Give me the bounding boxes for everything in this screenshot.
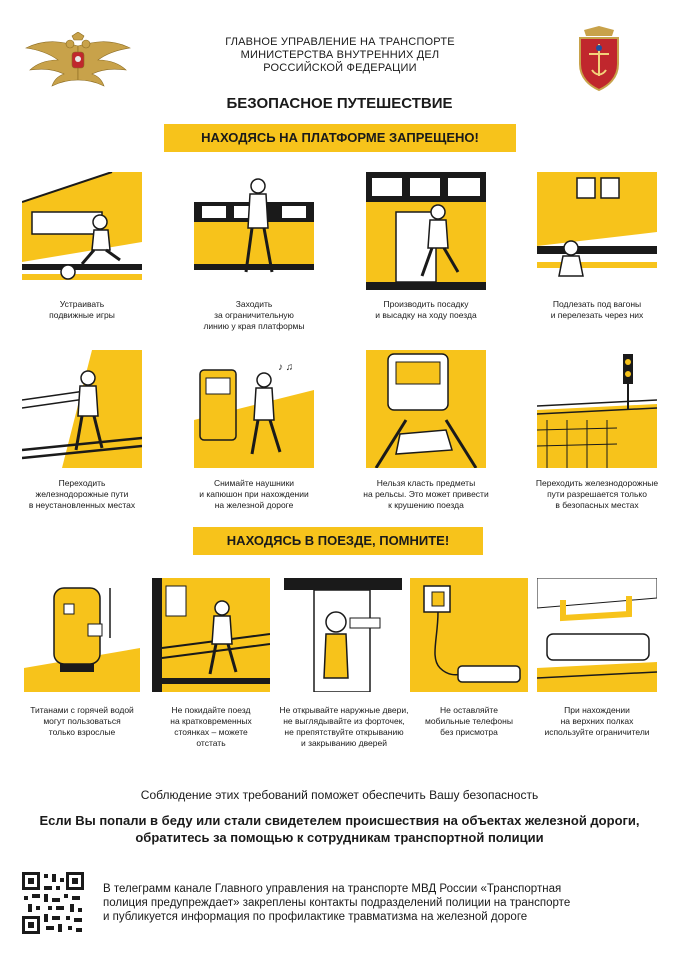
- telegram-line-1: В телеграмм канале Главного управления на транспорте МВД России «Транспортная: [103, 883, 562, 895]
- caption-line: Переходить: [58, 478, 106, 488]
- page-title: БЕЗОПАСНОЕ ПУТЕШЕСТВИЕ: [226, 95, 453, 112]
- caption-line: Титанами с горячей водой: [30, 705, 134, 715]
- caption-phones: [405, 705, 533, 738]
- caption-line: не выглядывайте из форточек,: [283, 716, 405, 726]
- train-short-stop-illustration: [152, 578, 270, 692]
- caption-line: Не оставляйте: [440, 705, 498, 715]
- caption-doors: [272, 705, 416, 749]
- caption-line: используйте ограничители: [544, 727, 650, 737]
- emergency-alert: [0, 812, 679, 846]
- caption-line: Нельзя класть предметы: [376, 478, 476, 488]
- agency-line-2: МИНИСТЕРСТВА ВНУТРЕННИХ ДЕЛ: [240, 49, 440, 61]
- caption-line: Переходить железнодорожные: [535, 478, 659, 488]
- crossing-tracks-illustration: [22, 350, 142, 468]
- svg-text:♪ ♫: ♪ ♫: [278, 362, 294, 373]
- caption-line: Подлезать под вагоны: [552, 299, 642, 309]
- caption-line: мобильные телефоны: [425, 716, 513, 726]
- caption-line: отстать: [196, 738, 226, 748]
- caption-line: и капюшон при нахождении: [199, 489, 309, 499]
- caption-line: без присмотра: [440, 727, 498, 737]
- qr-code-icon[interactable]: [22, 872, 84, 934]
- alert-line-1: Если Вы попали в беду или стали свидетелем происшествия на объектах железной дороги,: [39, 813, 640, 828]
- agency-line-1: ГЛАВНОЕ УПРАВЛЕНИЕ НА ТРАНСПОРТЕ: [225, 36, 455, 48]
- caption-line: на верхних полках: [560, 716, 634, 726]
- caption-line: могут пользоваться: [43, 716, 121, 726]
- caption-line: железнодорожные пути: [35, 489, 129, 499]
- caption-line: и перелезать через них: [550, 310, 644, 320]
- safe-crossing-illustration: [537, 350, 657, 468]
- children-playing-ball-illustration: [22, 172, 142, 290]
- agency-header: [170, 36, 510, 75]
- caption-line: Снимайте наушники: [213, 478, 295, 488]
- caption-line: Производить посадку: [383, 299, 469, 309]
- caption-crawl-wagons: [522, 299, 672, 321]
- caption-line: в неустановленных местах: [28, 500, 136, 510]
- caption-line: и закрыванию дверей: [301, 738, 387, 748]
- caption-safe-crossing: [522, 478, 672, 511]
- caption-upper-berths: [533, 705, 661, 738]
- caption-line: Устраивать: [59, 299, 105, 309]
- transport-police-shield-icon: [574, 26, 624, 92]
- caption-line: подвижные игры: [49, 310, 115, 320]
- caption-boarding-moving: [351, 299, 501, 321]
- caption-line: При нахождении: [564, 705, 630, 715]
- headphones-hood-illustration: [194, 350, 314, 468]
- caption-line: за ограничительную: [214, 310, 294, 320]
- agency-line-3: РОССИЙСКОЙ ФЕДЕРАЦИИ: [263, 62, 417, 74]
- caption-line: в безопасных местах: [555, 500, 639, 510]
- compliance-note: Соблюдение этих требований поможет обеспечить Вашу безопасность: [140, 788, 539, 802]
- caption-line: Не покидайте поезд: [171, 705, 251, 715]
- caption-line: на рельсы. Это может привести: [363, 489, 489, 499]
- alert-line-2: обратитесь за помощью к сотрудникам транспортной полиции: [135, 830, 544, 845]
- caption-line: стоянках – можете: [174, 727, 248, 737]
- caption-play-games: [7, 299, 157, 321]
- caption-line: Не открывайте наружные двери,: [279, 705, 409, 715]
- train-rules-banner: НАХОДЯСЬ В ПОЕЗДЕ, ПОМНИТЕ!: [193, 527, 483, 555]
- caption-line: и высадку на ходу поезда: [375, 310, 477, 320]
- upper-berth-restraint-illustration: [537, 578, 657, 692]
- eagle-emblem-icon: [24, 32, 132, 92]
- crawling-under-wagon-illustration: [537, 172, 657, 290]
- phone-charging-illustration: [410, 578, 528, 692]
- caption-line: к крушению поезда: [388, 500, 464, 510]
- objects-on-rails-illustration: [366, 350, 486, 468]
- open-door-illustration: [284, 578, 402, 692]
- telegram-info: [103, 882, 643, 924]
- caption-line: только взрослые: [48, 727, 116, 737]
- caption-line: пути разрешается только: [547, 489, 647, 499]
- caption-objects-rails: [351, 478, 501, 511]
- hot-water-boiler-illustration: [24, 578, 140, 692]
- caption-line: линию у края платформы: [203, 321, 305, 331]
- caption-line: не препятствуйте открыванию: [284, 727, 404, 737]
- telegram-line-3: и публикуется информация по профилактике травматизма на железной дороге: [103, 911, 528, 923]
- caption-hot-water: [18, 705, 146, 738]
- woman-at-platform-edge-illustration: [194, 172, 314, 290]
- caption-line: на кратковременных: [170, 716, 252, 726]
- caption-cross-line: [179, 299, 329, 332]
- platform-rules-banner: НАХОДЯСЬ НА ПЛАТФОРМЕ ЗАПРЕЩЕНО!: [164, 124, 516, 152]
- telegram-line-2: полиция предупреждает» закреплены контакты подразделений полиции на транспорте: [103, 897, 571, 909]
- caption-line: на железной дороге: [214, 500, 294, 510]
- caption-short-stops: [147, 705, 275, 749]
- caption-headphones: [179, 478, 329, 511]
- caption-crossing-tracks: [7, 478, 157, 511]
- boarding-moving-train-illustration: [366, 172, 486, 290]
- caption-line: Заходить: [235, 299, 273, 309]
